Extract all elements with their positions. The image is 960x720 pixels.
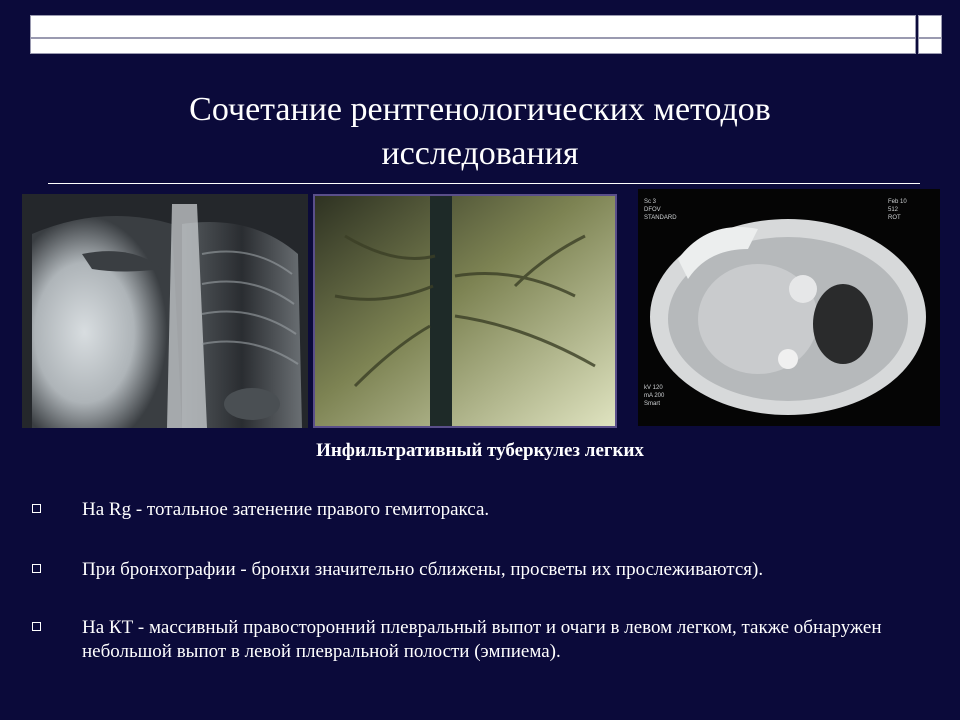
svg-text:Smart: Smart — [644, 401, 661, 407]
title-line-1: Сочетание рентгенологических методов — [189, 91, 771, 128]
top-bar — [30, 15, 916, 38]
ct-scan-graphic — [638, 189, 940, 426]
bronchography-image — [313, 194, 617, 428]
chest-xray-image — [22, 194, 308, 428]
bronchography-graphic — [315, 196, 615, 426]
svg-text:ROT: ROT — [888, 215, 901, 221]
svg-text:STANDARD: STANDARD — [644, 215, 677, 221]
chest-xray-graphic — [22, 194, 308, 428]
svg-text:Feb 10: Feb 10 — [888, 199, 907, 205]
ct-scan-image — [638, 189, 940, 426]
top-bar-lower — [30, 38, 916, 54]
title-divider — [48, 183, 920, 184]
svg-text:512: 512 — [888, 207, 899, 213]
bullet-square-icon — [32, 504, 41, 513]
bullet-text: На КТ - массивный правосторонний плевральный выпот и очаги в левом легком, также обнаружен небольшой выпот в левой плевральной полости (эмпиема). — [82, 617, 882, 662]
top-decoration — [0, 0, 960, 60]
top-corner-square-lower — [918, 38, 942, 54]
bullet-text: При бронхографии - бронхи значительно сближены, просветы их прослеживаются). — [82, 559, 764, 580]
svg-text:DFOV: DFOV — [644, 207, 661, 213]
bullet-square-icon — [32, 564, 41, 573]
top-corner-square — [918, 15, 942, 38]
svg-text:mA 200: mA 200 — [644, 393, 665, 399]
slide-title — [60, 88, 900, 176]
svg-text:kV 120: kV 120 — [644, 385, 663, 391]
svg-text:Sc 3: Sc 3 — [644, 199, 657, 205]
title-line-2: исследования — [381, 135, 579, 172]
bullet-text: На Rg - тотальное затенение правого гемиторакса. — [82, 499, 490, 520]
bullet-square-icon — [32, 622, 41, 631]
image-caption: Инфильтративный туберкулез легких — [316, 440, 644, 461]
